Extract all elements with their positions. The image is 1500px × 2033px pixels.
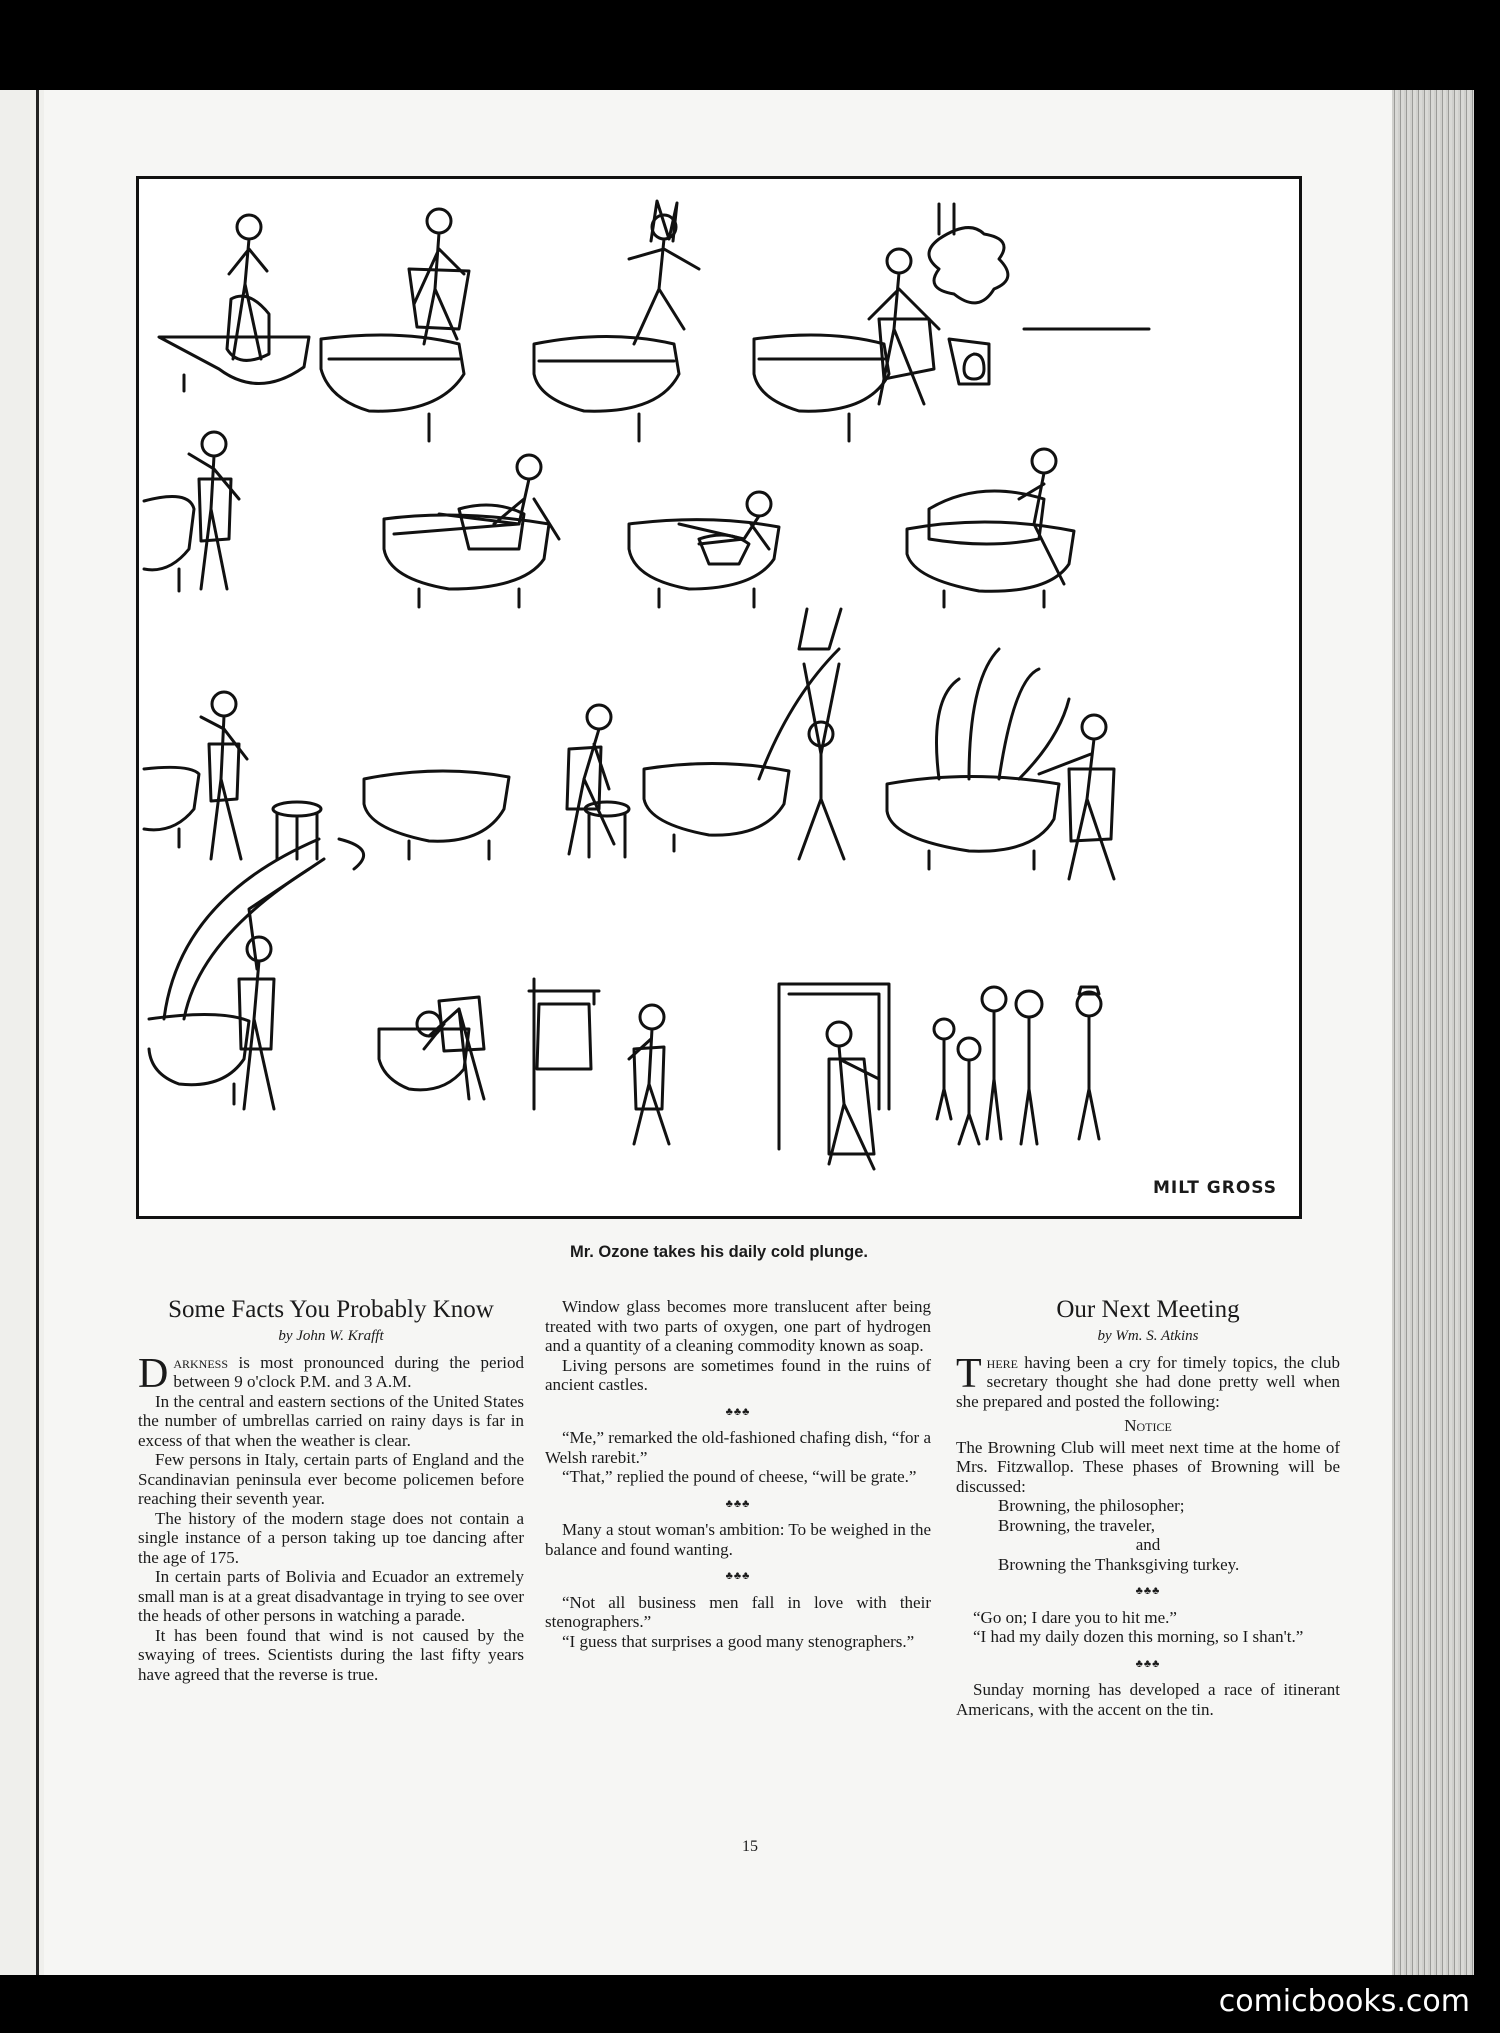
- man-figure: [679, 492, 771, 564]
- man-figure: [629, 1005, 669, 1144]
- man-figure: [629, 201, 699, 344]
- separator-ornament: ♣♣♣: [725, 1497, 751, 1510]
- paragraph: The Browning Club will meet next time at the home of Mrs. Fitzwallop. These phases of Browning will be discussed:: [956, 1437, 1340, 1496]
- man-figure: [929, 449, 1064, 584]
- separator-ornament: ♣♣♣: [725, 1570, 751, 1582]
- book-page-edges: [1392, 90, 1474, 1975]
- separator-ornament: ♣♣♣: [1135, 1585, 1161, 1597]
- bathtub: [149, 1014, 249, 1104]
- joke-line: Sunday morning has developed a race of itinerant Americans, with the accent on the tin.: [956, 1680, 1340, 1719]
- article-title: Some Facts You Probably Know: [168, 1296, 494, 1323]
- water-splash: [937, 649, 1070, 779]
- watermark: comicbooks.com: [1218, 1984, 1470, 2019]
- joke-line: “Not all business men fall in love with their stenographers.”: [545, 1592, 931, 1631]
- joke-line: “Me,” remarked the old-fashioned chafing dish, “for a Welsh rarebit.”: [545, 1428, 931, 1467]
- drop-cap: D: [138, 1350, 169, 1397]
- paragraph: It has been found that wind is not caused by the swaying of trees. Scientists during the last fifty years have agreed that the reverse is true.: [138, 1625, 524, 1684]
- door: [779, 984, 889, 1149]
- radiator: [949, 339, 989, 384]
- splash-arc: [164, 839, 364, 1019]
- joke-line: “I guess that surprises a good many stenographers.”: [562, 1631, 915, 1651]
- man-figure: [869, 249, 939, 404]
- middle-column: [545, 1297, 931, 1651]
- comic-drawing: [139, 179, 1299, 1216]
- bathtub: [364, 771, 509, 859]
- bathtub: [379, 1029, 469, 1090]
- man-figure: [394, 455, 559, 549]
- paragraph: In certain parts of Bolivia and Ecuador an extremely small man is at a great disadvantage in trying to see over the heads of other persons in watching a parade.: [138, 1567, 524, 1625]
- facing-page-edge: [0, 90, 44, 1975]
- separator-ornament: ♣♣♣: [725, 1405, 751, 1418]
- bathtub: [907, 522, 1074, 607]
- article-byline: by Wm. S. Atkins: [1097, 1328, 1199, 1344]
- list-item: and: [1135, 1535, 1161, 1554]
- man-figure: [239, 859, 324, 1109]
- paragraph: Living persons are sometimes found in the ruins of ancient castles.: [545, 1355, 931, 1394]
- joke-line: Many a stout woman's ambition: To be weighed in the balance and found wanting.: [545, 1520, 931, 1559]
- notice-heading: Notice: [1124, 1416, 1172, 1435]
- joke-line: “Go on; I dare you to hit me.”: [973, 1607, 1177, 1627]
- article-some-facts: Some Facts You Probably Know by John W. Krafft Darkness is most pronounced during the period between 9 o'clock P.M. and 3 A.M. In the central and eastern sections of the United States the number of umbrellas carried on rainy days is far in excess of that when the weather is clear. Few persons in Italy, certain parts of England and the Scandinavian peninsula ever become policemen before reaching their seventh year. The history of the modern stage does not contain a single instance of a person taking up toe dancing after the age of 175. In certain parts of Bolivia and Ecuador an extremely small man is at a great disadvantage in trying to see over the heads of other persons in watching a parade. It has been found that wind is not caused by the swaying of trees. Scientists during the last fifty years have agreed that the reverse is true.: [138, 1296, 524, 1684]
- bathtub: [144, 767, 199, 847]
- bathtub: [754, 335, 889, 441]
- paragraph: In the central and eastern sections of the United States the number of umbrellas carried on rainy days is far in excess of that when the weather is clear.: [138, 1391, 524, 1450]
- man-figure: [227, 215, 269, 360]
- comic-panel: [136, 176, 1302, 1219]
- artist-signature: MILT GROSS: [1153, 1178, 1277, 1198]
- bathtub: [321, 335, 464, 441]
- joke-line: “That,” replied the pound of cheese, “will be grate.”: [562, 1467, 917, 1486]
- paragraph: The history of the modern stage does not contain a single instance of a person taking up toe dancing after the age of 175.: [138, 1508, 524, 1567]
- man-figure: [201, 692, 247, 859]
- article-byline: by John W. Krafft: [278, 1328, 384, 1344]
- article-our-next-meeting: Our Next Meeting by Wm. S. Atkins There having been a cry for timely topics, the club secretary thought she had done pretty well when she prepared and posted the following: Notice The Browning Club will meet next time at the home of Mrs. Fitzwallop. These phases of Browning will be discussed: Browning, the philosopher; Browning, the traveler, and Browning the Thanksgiving turkey. ♣♣♣ “Go on; I dare you to hit me.” “I had my daily dozen this morning, so I shan't.” ♣♣♣ Sunday morning has developed a race of itinerant Americans, with the accent on the tin.: [956, 1296, 1340, 1719]
- list-item: Browning, the traveler,: [998, 1515, 1155, 1535]
- man-figure: [417, 997, 484, 1099]
- man-figure: [189, 432, 239, 589]
- towel-rack: [529, 979, 599, 1109]
- page-number: 15: [742, 1838, 758, 1855]
- bathtub: [644, 763, 789, 851]
- paragraph: Window glass becomes more translucent after being treated with two parts of oxygen, one part of hydrogen and a quantity of a cleaning commodity known as soap.: [545, 1297, 931, 1355]
- comic-caption: Mr. Ozone takes his daily cold plunge.: [570, 1243, 868, 1261]
- list-item: Browning, the philosopher;: [998, 1496, 1185, 1515]
- article-title: Our Next Meeting: [1056, 1296, 1240, 1323]
- man-figure: [827, 1022, 879, 1169]
- man-figure: [759, 609, 844, 859]
- bathtub: [887, 777, 1059, 870]
- bathtub: [534, 337, 679, 442]
- man-figure: [409, 209, 469, 344]
- drop-cap: T: [956, 1350, 982, 1397]
- family-figures: [934, 987, 1101, 1144]
- joke-line: “I had my daily dozen this morning, so I shan't.”: [973, 1627, 1304, 1646]
- paragraph: Few persons in Italy, certain parts of England and the Scandinavian peninsula ever become policemen before reaching their seventh year.: [138, 1450, 524, 1508]
- list-item: Browning the Thanksgiving turkey.: [998, 1554, 1240, 1574]
- bathtub: [144, 497, 194, 592]
- steam-cloud: [929, 204, 1149, 329]
- separator-ornament: ♣♣♣: [1135, 1657, 1161, 1670]
